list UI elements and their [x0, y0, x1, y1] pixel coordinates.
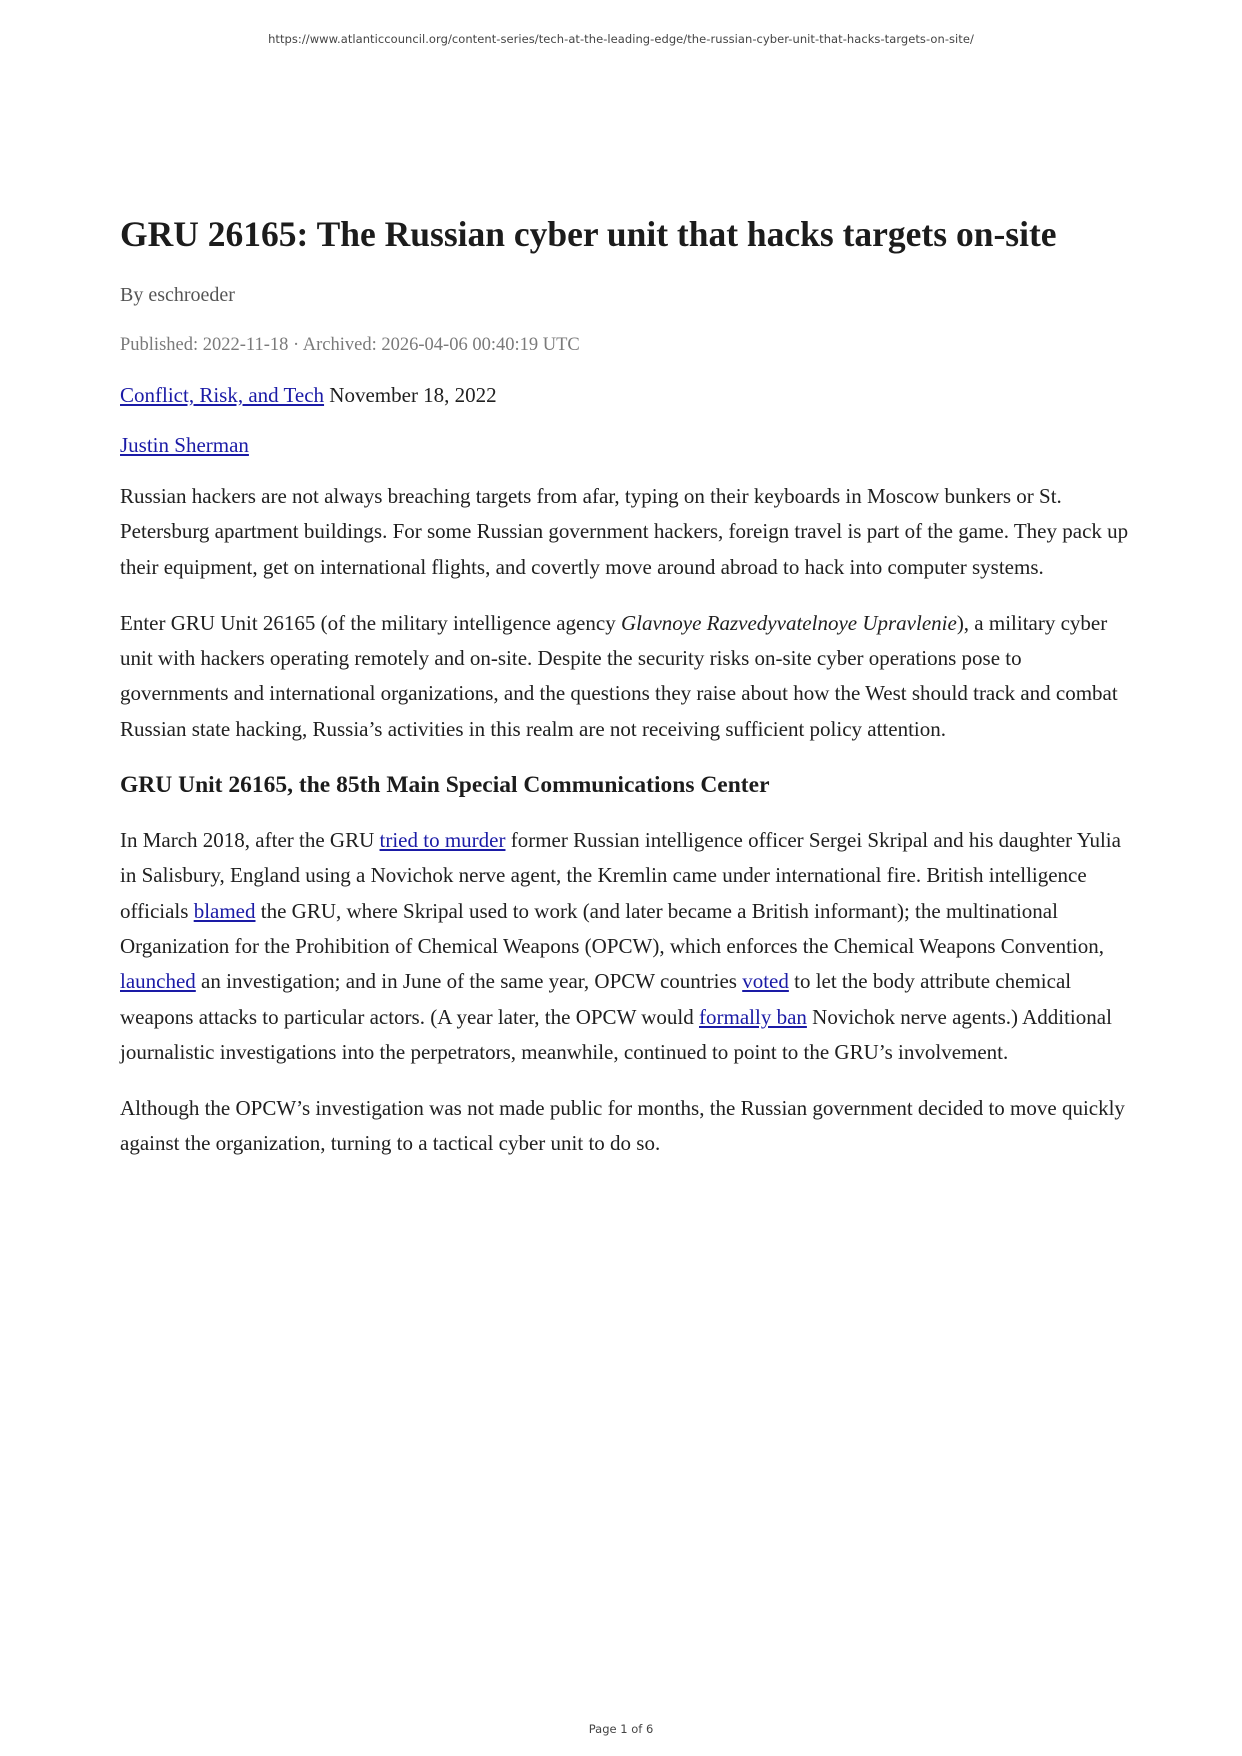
- text-segment: an investigation; and in June of the same year, OPCW countries: [195, 969, 743, 994]
- category-link[interactable]: Conflict, Risk, and Tech: [120, 383, 325, 407]
- article-title: GRU 26165: The Russian cyber unit that hacks targets on-site: [120, 214, 1057, 254]
- author-link[interactable]: Justin Sherman: [120, 433, 249, 457]
- print-header-url: https://www.atlanticcouncil.org/content-series/tech-at-the-leading-edge/the-russian-cyber-unit-that-hacks-targets-on-site/: [268, 32, 974, 46]
- link-tried-to-murder[interactable]: tried to murder: [379, 828, 506, 853]
- article-date: November 18, 2022: [329, 383, 497, 407]
- category-date-line: [120, 383, 1130, 407]
- link-launched[interactable]: launched: [120, 969, 196, 994]
- byline: By eschroeder: [120, 284, 235, 306]
- link-blamed[interactable]: blamed: [193, 898, 256, 923]
- italic-agency-name: Glavnoye Razvedyvatelnoye Upravlenie: [620, 610, 957, 635]
- author-line: [120, 433, 1130, 457]
- text-segment: ), a military cyber unit with hackers operating remotely and on-site. Despite the security risks on-site cyber operations pose to governments and international organizations, and the questions they raise about how the West should track and combat Russian state hacking, Russia’s activities in this realm are not receiving sufficient policy attention.: [120, 610, 1118, 741]
- text-segment: Novichok nerve agents.) Additional journalistic investigations into the perpetrators, meanwhile, continued to point to the GRU’s involvement.: [120, 1004, 1112, 1064]
- paragraph-intro: Russian hackers are not always breaching targets from afar, typing on their keyboards in Moscow bunkers or St. Petersburg apartment buildings. For some Russian government hackers, foreign travel is part of the game. They pack up their equipment, get on international flights, and covertly move around abroad to hack into computer systems.: [120, 484, 1129, 579]
- text-segment: former Russian intelligence officer Sergei Skripal and his daughter Yulia in Salisbury, England using a Novichok nerve agent, the Kremlin came under international fire. British intelligence officials: [120, 828, 1121, 923]
- page-number: Page 1 of 6: [588, 1722, 654, 1736]
- publish-archive-meta: Published: 2022-11-18 · Archived: 2026-04-06 00:40:19 UTC: [120, 335, 580, 355]
- text-segment: In March 2018, after the GRU: [120, 828, 380, 853]
- paragraph-opcw: Although the OPCW’s investigation was not made public for months, the Russian government decided to move quickly against the organization, turning to a tactical cyber unit to do so.: [120, 1096, 1125, 1156]
- section-heading: GRU Unit 26165, the 85th Main Special Communications Center: [120, 772, 770, 799]
- link-voted[interactable]: voted: [742, 969, 789, 994]
- text-segment: to let the body attribute chemical weapons attacks to particular actors. (A year later, the OPCW would: [120, 969, 1072, 1029]
- paragraph-unit-overview: [120, 606, 1130, 747]
- link-formally-ban[interactable]: formally ban: [699, 1004, 807, 1029]
- text-segment: the GRU, where Skripal used to work (and later became a British informant); the multinational Organization for the Prohibition of Chemical Weapons (OPCW), which enforces the Chemical Weapons Convention,: [120, 898, 1104, 958]
- paragraph-skripal: [120, 823, 1130, 1070]
- text-segment: Enter GRU Unit 26165 (of the military intelligence agency: [120, 610, 621, 635]
- article: [120, 212, 1130, 1162]
